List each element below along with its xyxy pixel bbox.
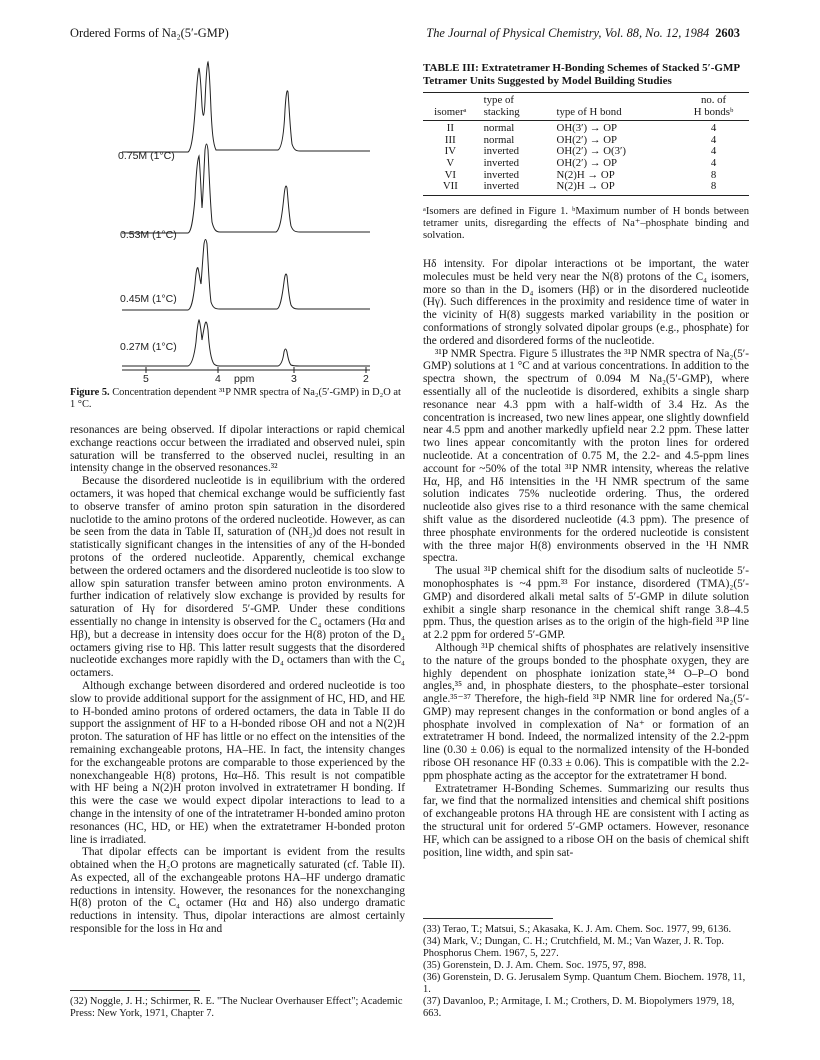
footnotes-left: [70, 990, 405, 1020]
body-paragraph: Although exchange between disordered and ordered nucleotide is too slow to provide additional support for the assignment of HC, HD, and HE to H-bonded amino protons of ordered octamers, the data in Table II do support the assignment of HF to a H-bonded ribose OH and not a N(2)H proton. The saturation of HF has little or no effect on the intensities of the remaining exchangeable protons, HA–HE. In fact, the intensity changes for the exchangeable protons are comparable to those experienced by the nonexchangeable H(8) protons, Hα–Hδ. This result is not compatible with HF being a N(2)H proton involved in extratetramer H bonding. If this were the case we would expect dipolar interactions to lead to a change in the intensity of one of the intratetramer H-bonded amino proton resonances (HC, HD, or HE) when the extratetramer H-bonded proton line is irradiated.: [70, 679, 405, 846]
table-header: type of: [478, 93, 549, 107]
table-cell: OH(2′) → OP: [556, 156, 618, 169]
table-cell: inverted: [483, 156, 520, 169]
left-column: [70, 424, 405, 936]
table-cell: VII: [423, 181, 478, 195]
figure-caption-text: Concentration dependent ³¹P NMR spectra of Na₂(5′-GMP) in D₂O at 1 °C.: [70, 387, 401, 411]
axis-tick-label: 4: [215, 373, 221, 384]
table-cell: OH(2′) → O(3′): [556, 145, 627, 158]
table-cell: 8: [710, 168, 717, 181]
axis-unit-label: ppm: [234, 373, 255, 384]
table-cell: normal: [483, 133, 515, 146]
body-paragraph: The usual ³¹P chemical shift for the disodium salts of nucleotide 5′-monophosphates is ~4 ppm.³³ For instance, disordered (TMA)₂(5′-GMP) and disordered alkali metal salts of 5′-GMP in dilute solution exhibit a single sharp resonance in the chemical shift range 3.8–4.5 ppm. Thus, the question arises as to the origin of the high-field ³¹P line at 2.2 ppm for ordered 5′-GMP.: [423, 565, 749, 642]
table-cell: OH(2′) → OP: [556, 133, 618, 146]
table-row: [423, 181, 749, 195]
nmr-spectra-plot: [70, 58, 405, 384]
table-header: no. of: [678, 93, 749, 107]
table-header: type of H bond: [549, 107, 679, 121]
table-cell: OH(3′) → OP: [556, 122, 618, 135]
table-cell: 4: [710, 133, 717, 146]
table-cell: 4: [710, 145, 717, 158]
body-paragraph: Because the disordered nucleotide is in equilibrium with the ordered octamers, it was hoped that chemical exchange would be sufficiently fast to observe transfer of amino proton spin saturation in the disordered nuclotide to the amino protons of the ordered nucleotide. However, as can be seen from the data in Table II, saturation of (NH₂)d does not result in statistically significant changes in the intensities of any of the H-bonded protons of the ordered nucleotide. Apparently, chemical exchange between the ordered octamers and the disordered nucleotide is too slow to allow spin saturation transfer between amino proton environments. A further indication of relatively slow exchange is provided by results for saturation of Hγ for disordered 5′-GMP. Under these conditions essentially no change in intensity is observed for the C₄ octamers (Hα and Hβ), but a decrease in intensity does occur for the H(8) proton of the D₄ octamers giving rise to Hβ. This latter result suggests that the disordered nucleotide exchanges more rapidly with the D₄ octamers than with the C₄ octamers.: [70, 475, 405, 680]
table-cell: inverted: [483, 168, 520, 181]
table-header: isomerᵃ: [423, 107, 478, 121]
page-number: 2603: [715, 26, 740, 40]
table-cell: III: [444, 133, 456, 146]
body-paragraph: resonances are being observed. If dipolar interactions or rapid chemical exchange reactions occur between the irradiated and observed nulei, spin saturation will be transferred to the observed nuclei, resulting in an intensity change in the observed resonances.³²: [70, 424, 405, 475]
table-iii: [423, 92, 749, 196]
running-head: Ordered Forms of Na₂(5′-GMP): [70, 26, 229, 40]
footnote: (35) Gorenstein, D. J. Am. Chem. Soc. 1975, 97, 898.: [423, 960, 647, 971]
footnote: (36) Gorenstein, D. G. Jerusalem Symp. Quantum Chem. Biochem. 1978, 11, 1.: [423, 972, 746, 995]
body-paragraph: Extratetramer H-Bonding Schemes. Summarizing our results thus far, we find that the normalized intensities and chemical shift positions of exchangeable protons HA through HE are consistent with I acting as the structural unit for ordered 5′-GMP octamers. However, resonance HF, which can be assigned to a ribose OH on the basis of chemical shift position, line width, and spin sat-: [423, 782, 749, 859]
footnote-rule: [70, 990, 200, 991]
table-row: [423, 121, 749, 135]
figure-5: [70, 58, 405, 384]
table-cell: IV: [444, 145, 457, 158]
table-cell: 8: [678, 181, 749, 195]
table-cell: N(2)H → OP: [556, 168, 615, 181]
table-row: [423, 158, 749, 170]
body-paragraph: Hδ intensity. For dipolar interactions ot be important, the water molecules must be held very near the N(8) protons of the C₄ isomers, more so than in the D₄ isomers (Hβ) or in the disordered nucleotide (Hγ). Such differences in the proximity and residence time of water in the vicinity of H(8) suggests marked variability in the position or conformations of strongly solvated dipolar groups (e.g., phosphate) for the ordered and disordered forms of the nucleotide.: [423, 258, 749, 347]
table-cell: 4: [710, 156, 717, 169]
axis-tick-label: 5: [143, 373, 149, 384]
table-cell: VI: [444, 168, 457, 181]
figure-caption-label: Figure 5.: [70, 387, 110, 398]
footnote: (37) Davanloo, P.; Armitage, I. M.; Crothers, D. M. Biopolymers 1979, 18, 663.: [423, 996, 735, 1019]
trace-label: 0.27M (1°C): [120, 341, 177, 353]
trace-label: 0.45M (1°C): [120, 293, 177, 305]
footnote-rule: [423, 918, 553, 919]
table-cell: V: [446, 156, 455, 169]
axis-tick-label: 2: [363, 373, 369, 384]
table-cell: normal: [483, 122, 515, 135]
journal-citation: [426, 26, 740, 41]
footnote: (33) Terao, T.; Matsui, S.; Akasaka, K. J. Am. Chem. Soc. 1977, 99, 6136.: [423, 924, 732, 935]
right-column: [423, 258, 749, 859]
table-cell: inverted: [483, 145, 520, 158]
table-cell: inverted: [478, 181, 549, 195]
table-title: TABLE III: Extratetramer H-Bonding Schemes of Stacked 5′-GMP Tetramer Units Suggested by Model Building Studies: [423, 62, 740, 87]
table-footnote: ᵃIsomers are defined in Figure 1. ᵇMaximum number of H bonds between tetramer units, disregarding the effects of Na⁺–phosphate binding and solvation.: [423, 206, 749, 242]
axis-tick-label: 3: [291, 373, 297, 384]
trace-label: 0.53M (1°C): [120, 229, 177, 241]
table-cell: 4: [710, 122, 717, 135]
body-paragraph: Although ³¹P chemical shifts of phosphates are relatively insensitive to the nature of the groups bonded to the phosphate oxygen, they are highly dependent on phosphate ionization state,³⁴ O–P–O bond angles,³⁵ and, in phosphate diesters, to the phosphate–ester torsional angle.³⁵⁻³⁷ Therefore, the high-field ³¹P NMR line for ordered Na₂(5′-GMP) may represent changes in the conformation or bond angles of a phosphate involved in complexation of Na⁺ or formation of an extratetramer H bond. Indeed, the normalized intensity of the 2.2-ppm line (0.30 ± 0.06) is equal to the normalized intensity of the H-bonded ribose OH resonance HF (0.33 ± 0.06). This is compatible with the 2.2-ppm phosphate acting as the acceptor for the extratetramer H bond.: [423, 641, 749, 782]
body-paragraph: That dipolar effects can be important is evident from the results obtained when the H₂O protons are magnetically saturated (cf. Table II). As expected, all of the exchangeable protons HA–HF undergo dramatic reductions in intensity. However, the resonances for the nonexchanging H(8) proton of the C₄ octamer (Hα and Hδ) also undergo dramatic reductions in intensity. Thus, dipolar interactions are almost certainly responsible for the loss in Hα and: [70, 846, 405, 936]
table-header: stacking: [478, 107, 549, 121]
body-paragraph: ³¹P NMR Spectra. Figure 5 illustrates the ³¹P NMR spectra of Na₂(5′-GMP) solutions at 1 °C and at various concentrations. In addition to the spectra shown, the spectrum of 0.094 M Na₂(5′-GMP), where essentially all of the nucleotide is disordered, exhibits a single sharp resonance near 4.3 ppm with a half-width of 3.4 Hz. As the concentration is increased, two new lines appear, one slightly downfield near 4.5 ppm and another markedly upfield near 2.2 ppm. These latter two lines appear concomitantly with the proton lines for ordered nucleotide. At a concentration of 0.75 M, the 2.2- and 4.5-ppm lines account for ~50% of the total ³¹P NMR intensity, whereas the relative Hα, Hβ, and Hδ intensities in the ¹H NMR spectrum of the same solution indicates 75% nucleotide ordering. Thus, the ordered nucleotide also gives rise to a third resonance with the same chemical shift value as the disordered nucleotide (4.3 ppm). The presence of three phosphate environments for the ordered nucleotide is consistent with the three major H(8) environments observed in the ¹H NMR spectra.: [423, 347, 749, 565]
footnotes-right: [423, 918, 749, 1020]
footnote: (32) Noggle, J. H.; Schirmer, R. E. "The Nuclear Overhauser Effect"; Academic Press: New York, 1971, Chapter 7.: [70, 996, 403, 1019]
footnote: (34) Mark, V.; Dungan, C. H.; Crutchfield, M. M.; Van Wazer, J. R. Top. Phosphorus Chem. 1967, 5, 227.: [423, 936, 724, 959]
table-cell: N(2)H → OP: [549, 181, 679, 195]
table-header: H bondsᵇ: [678, 107, 749, 121]
spectrum-trace: [122, 62, 370, 152]
figure-caption: [70, 387, 405, 411]
trace-label: 0.75M (1°C): [118, 150, 175, 162]
table-cell: II: [446, 122, 454, 135]
journal-name: The Journal of Physical Chemistry, Vol. 88, No. 12, 1984: [426, 26, 710, 40]
